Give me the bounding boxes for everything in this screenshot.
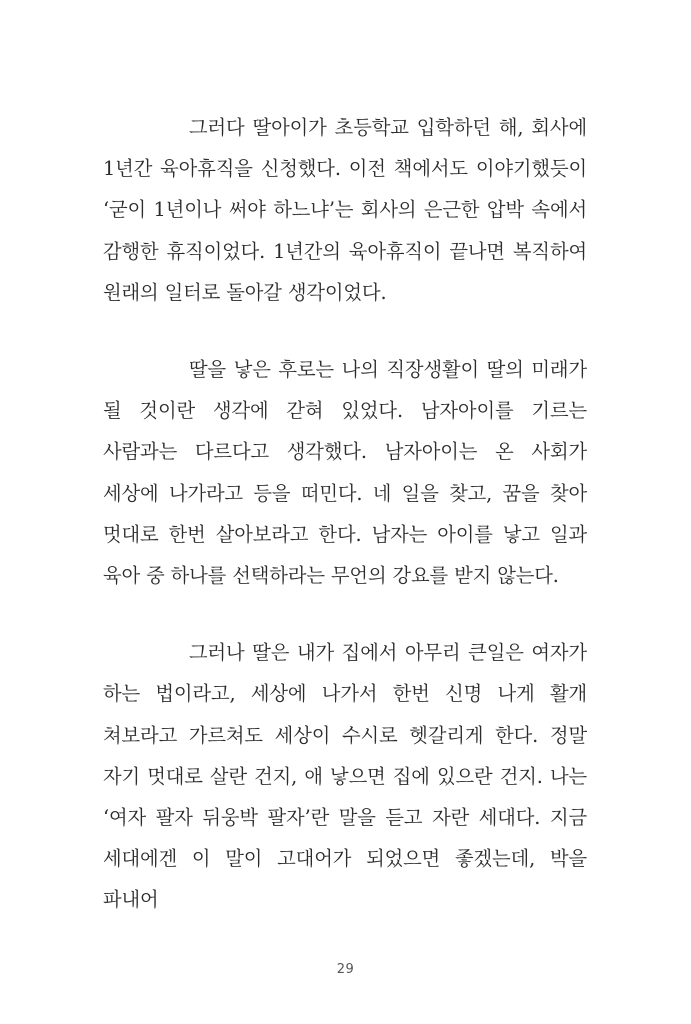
paragraph-2: 딸을 낳은 후로는 나의 직장생활이 딸의 미래가 될 것이란 생각에 갇혀 있었다. 남자아이를 기르는 사람과는 다르다고 생각했다. 남자아이는 온 사회가 세상에 나가라고 등을 떠민다. 네 일을 찾고, 꿈을 찾아 멋대로 한번 살아보라고 한다. 남자는 아이를 낳고 일과 육아 중 하나를 선택하라는 무언의 강요를 받지 않는다. (103, 358, 587, 588)
page-body-text (103, 107, 587, 921)
paragraph-1: 그러다 딸아이가 초등학교 입학하던 해, 회사에 1년간 육아휴직을 신청했다. 이전 책에서도 이야기했듯이 ‘굳이 1년이나 써야 하느냐’는 회사의 은근한 압박 속에서 감행한 휴직이었다. 1년간의 육아휴직이 끝나면 복직하여 원래의 일터로 돌아갈 생각이었다. (103, 116, 587, 304)
paragraph-3: 그러나 딸은 내가 집에서 아무리 큰일은 여자가 하는 법이라고, 세상에 나가서 한번 신명 나게 활개 쳐보라고 가르쳐도 세상이 수시로 헷갈리게 한다. 정말 자기 멋대로 살란 건지, 애 낳으면 집에 있으란 건지. 나는 ‘여자 팔자 뒤웅박 팔자’란 말을 듣고 자란 세대다. 지금 세대에겐 이 말이 고대어가 되었으면 좋겠는데, 박을 파내어 (103, 641, 587, 912)
page-number: 29 (336, 962, 355, 977)
